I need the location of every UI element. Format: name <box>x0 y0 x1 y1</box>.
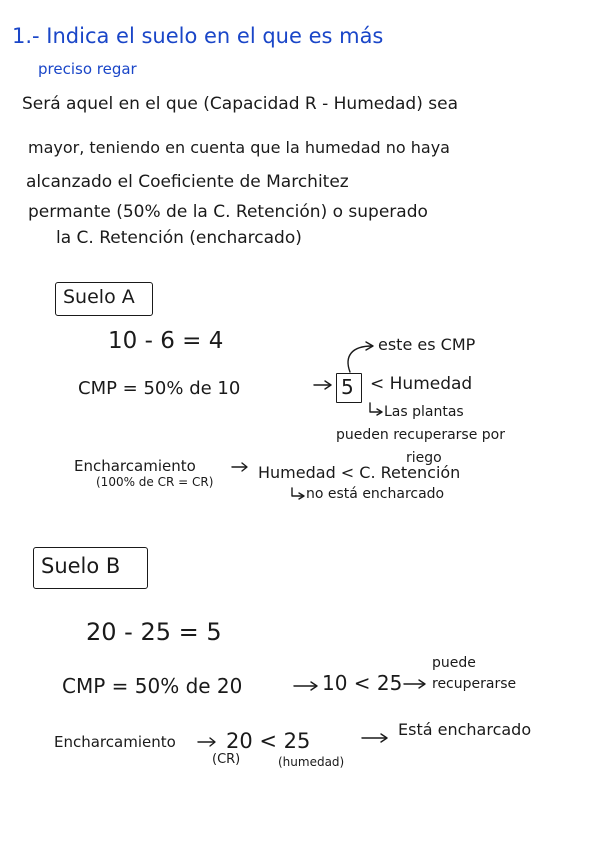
soil-a-enchar-sub: (100% de CR = CR) <box>96 475 214 489</box>
soil-b-enchar-label: Encharcamiento <box>54 733 176 751</box>
soil-b-recover-1: puede <box>432 655 476 671</box>
soil-a-enchar-label: Encharcamiento <box>74 457 196 475</box>
soil-a-note-1: Las plantas <box>384 404 464 420</box>
soil-b-enchar-result: Está encharcado <box>398 720 532 739</box>
intro-line-3: alcanzado el Coeficiente de Marchitez <box>26 172 349 192</box>
intro-line-4: permante (50% de la C. Retención) o superado <box>28 202 428 222</box>
soil-a-note-3: riego <box>406 450 442 466</box>
soil-b-cmp-chain: 10 < 25 <box>322 671 403 695</box>
soil-a-humedad-comparison: < Humedad <box>370 374 473 394</box>
question-line-1: 1.- Indica el suelo en el que es más <box>12 24 384 48</box>
soil-b-enchar-sub-2: (humedad) <box>278 755 345 769</box>
soil-a-cmp-label: CMP = 50% de 10 <box>78 378 241 399</box>
soil-b-enchar-value: 20 < 25 <box>226 729 311 753</box>
soil-a-note-2: pueden recuperarse por <box>336 427 505 443</box>
soil-a-cmp-annotation: este es CMP <box>378 335 476 354</box>
soil-b-title: Suelo B <box>41 554 121 578</box>
arrow-to-cmp-note <box>348 346 372 372</box>
soil-b-enchar-sub-1: (CR) <box>212 752 241 767</box>
intro-line-1: Será aquel en el que (Capacidad R - Humedad) sea <box>22 94 458 114</box>
intro-line-5: la C. Retención (encharcado) <box>56 228 302 248</box>
soil-b-cmp-label: CMP = 50% de 20 <box>62 674 243 698</box>
soil-a-title: Suelo A <box>63 286 135 308</box>
soil-b-subtraction: 20 - 25 = 5 <box>86 618 222 646</box>
soil-a-enchar-note: no está encharcado <box>306 486 445 502</box>
soil-b-recover-2: recuperarse <box>432 676 517 692</box>
intro-line-2: mayor, teniendo en cuenta que la humedad no haya <box>28 138 450 157</box>
soil-a-boxed-value: 5 <box>341 375 354 399</box>
question-line-2: preciso regar <box>38 60 137 78</box>
soil-a-subtraction: 10 - 6 = 4 <box>108 328 224 354</box>
soil-a-enchar-result: Humedad < C. Retención <box>258 463 461 482</box>
